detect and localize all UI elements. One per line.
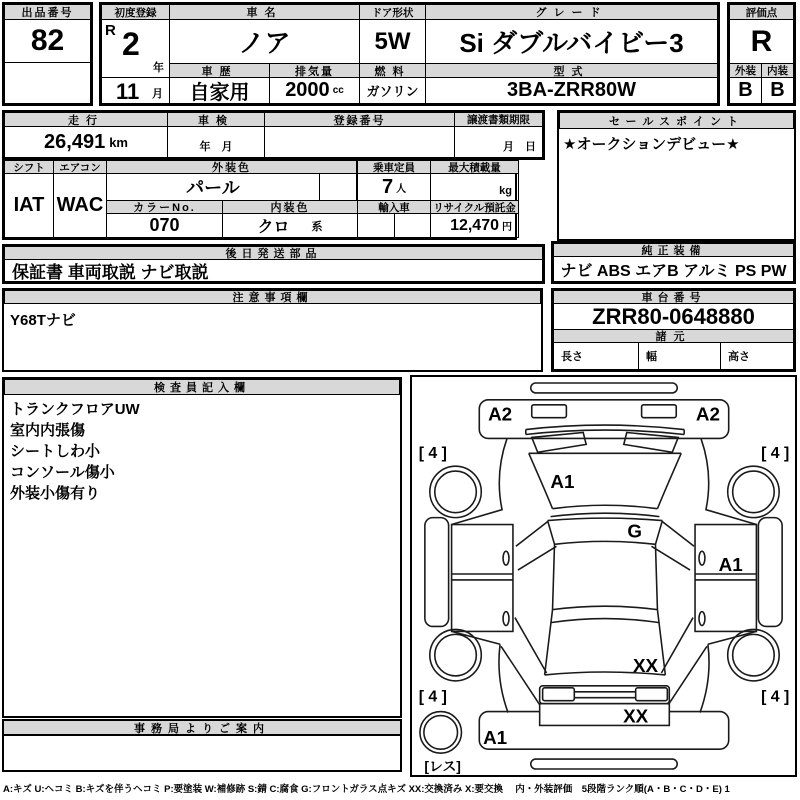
inspection-value: 年 月 bbox=[167, 126, 265, 158]
wheel-front-left-inner bbox=[435, 471, 477, 513]
inspector-note-line: コンソール傷小 bbox=[10, 464, 115, 481]
parts-value: 保証書 車両取説 ナビ取説 bbox=[4, 259, 543, 282]
capacity-unit: 人 bbox=[396, 183, 407, 195]
headlight-shapes bbox=[532, 432, 678, 452]
import-cell-1 bbox=[357, 213, 395, 238]
first-registration-year: 2 bbox=[122, 26, 140, 62]
inspection-header: 車検 bbox=[167, 112, 265, 127]
spec-length-cell: 長さ bbox=[553, 342, 639, 370]
parts-box bbox=[2, 244, 545, 284]
mark-hood: A1 bbox=[550, 470, 575, 492]
right-front-door-handle bbox=[699, 551, 705, 565]
office-header: 事務局よりご案内 bbox=[2, 719, 402, 736]
rear-gate-lines bbox=[574, 692, 635, 698]
interior-score-value: B bbox=[761, 77, 794, 104]
rear-lamp-right bbox=[636, 688, 668, 701]
shift-value: IAT bbox=[4, 173, 54, 238]
history-value: 自家用 bbox=[169, 77, 270, 104]
roof-shape bbox=[553, 544, 658, 609]
equipment-value: ナビ ABS エアB アルミ PS PW bbox=[553, 256, 794, 282]
lot-number-empty-cell bbox=[4, 62, 91, 104]
mark-spare-tire: [レス] bbox=[424, 757, 461, 774]
max-load-header: 最大積載量 bbox=[430, 160, 519, 174]
front-bumper-shape bbox=[479, 400, 728, 439]
exterior-score-header: 外装 bbox=[729, 63, 762, 78]
score-value: R bbox=[729, 19, 794, 64]
registration-number-value bbox=[264, 126, 455, 158]
mark-front-bumper-right: A2 bbox=[695, 403, 720, 425]
mark-windshield: G bbox=[627, 520, 642, 542]
roof-rear-strip bbox=[531, 759, 677, 769]
inspector-note-line: シートしわ小 bbox=[10, 443, 101, 460]
month-suffix: 月 bbox=[152, 88, 163, 100]
first-registration-month: 11 bbox=[116, 79, 140, 104]
office-content-box bbox=[2, 734, 402, 772]
displacement-unit: cc bbox=[332, 85, 344, 96]
wheel-rear-right bbox=[728, 629, 779, 680]
score-box bbox=[727, 2, 796, 106]
inspector-header: 検査員記入欄 bbox=[4, 379, 400, 395]
color-no-header: カラーNo. bbox=[106, 200, 223, 214]
wheel-front-right-inner bbox=[733, 471, 775, 513]
import-header: 輸入車 bbox=[357, 200, 431, 214]
interior-color-suffix: 系 bbox=[311, 220, 323, 233]
mileage-number: 26,491 bbox=[44, 130, 106, 153]
inspector-note-line: 外装小傷有り bbox=[10, 485, 101, 502]
left-sill bbox=[425, 518, 449, 627]
left-rear-door-handle bbox=[503, 612, 509, 626]
wheel-front-left bbox=[430, 466, 481, 517]
inspector-box bbox=[2, 377, 402, 718]
import-cell-2 bbox=[394, 213, 431, 238]
color-no-value: 070 bbox=[106, 213, 223, 238]
mileage-value bbox=[4, 126, 168, 158]
parts-header: 後日発送部品 bbox=[4, 246, 543, 260]
mark-rear-gate: XX bbox=[623, 705, 649, 727]
specs-header: 諸元 bbox=[553, 329, 794, 343]
rear-lamp-left bbox=[543, 688, 575, 701]
color-spec-table bbox=[2, 158, 517, 240]
car-name-header: 車名 bbox=[169, 4, 360, 20]
interior-score-header: 内装 bbox=[761, 63, 794, 78]
notes-box bbox=[2, 288, 543, 372]
sales-point-text: ★オークションデビュー★ bbox=[563, 136, 740, 153]
registration-number-header: 登録番号 bbox=[264, 112, 455, 127]
front-bumper-detail-left bbox=[532, 405, 567, 418]
mark-tire-front-left: [ 4 ] bbox=[418, 445, 447, 463]
capacity-header: 乗車定員 bbox=[357, 160, 431, 174]
capacity-value bbox=[357, 173, 431, 201]
right-front-fender-lines bbox=[651, 438, 756, 570]
recycle-amount: 12,470 bbox=[450, 216, 499, 234]
recycle-value bbox=[430, 213, 519, 238]
fuel-value: ガソリン bbox=[359, 77, 426, 104]
history-header: 車歴 bbox=[169, 63, 270, 78]
shift-header: シフト bbox=[4, 160, 54, 174]
inspector-note-line: 室内内張傷 bbox=[10, 422, 86, 439]
legend-text: A:キズ U:ヘコミ B:キズを伴うヘコミ P:要塗装 W:補修跡 S:錆 C:腐食 G:フロントガラス点キズ XX:交換済み X:要交換 内・外装評価 5段階ランク順(A・B・C・D・E) 1 bbox=[3, 784, 730, 795]
sales-point-header: セールスポイント bbox=[559, 112, 794, 129]
exterior-color-extra-cell bbox=[319, 173, 357, 201]
mark-tire-front-right: [ 4 ] bbox=[761, 445, 790, 463]
model-code-value: 3BA-ZRR80W bbox=[425, 77, 718, 104]
left-front-fender-lines bbox=[452, 438, 557, 570]
car-damage-diagram bbox=[412, 377, 795, 775]
inspector-note-line: トランクフロアUW bbox=[10, 401, 140, 418]
wheel-rear-left bbox=[430, 629, 481, 680]
chassis-specs-box bbox=[551, 288, 796, 372]
wheel-rear-left-inner bbox=[435, 634, 477, 676]
front-cowl-band bbox=[526, 425, 684, 434]
notes-text: Y68Tナビ bbox=[10, 312, 76, 329]
mark-front-bumper-left: A2 bbox=[488, 403, 513, 425]
score-header: 評価点 bbox=[729, 4, 794, 20]
car-name-value: ノア bbox=[169, 19, 360, 64]
mileage-row bbox=[2, 110, 545, 160]
spare-tire bbox=[420, 712, 462, 754]
equipment-header: 純正装備 bbox=[553, 243, 794, 257]
equipment-box bbox=[551, 241, 796, 284]
displacement-value bbox=[269, 77, 360, 104]
grade-header: グレード bbox=[425, 4, 718, 20]
mark-rear-window: XX bbox=[633, 654, 659, 676]
recycle-header: リサイクル預託金 bbox=[430, 200, 519, 214]
mark-rear-bumper: A1 bbox=[483, 727, 508, 749]
spare-tire-inner bbox=[424, 716, 458, 750]
transfer-deadline-header: 譲渡書類期限 bbox=[454, 112, 543, 127]
rear-gate-lower-panel bbox=[540, 704, 670, 726]
wheel-rear-right-inner bbox=[733, 634, 775, 676]
recycle-unit: 円 bbox=[502, 222, 512, 233]
exterior-score-value: B bbox=[729, 77, 762, 104]
grade-value: Si ダブルバイビー3 bbox=[425, 19, 718, 64]
mark-tire-rear-left: [ 4 ] bbox=[418, 688, 447, 706]
chassis-header: 車台番号 bbox=[553, 290, 794, 304]
interior-color-value bbox=[222, 213, 358, 238]
max-load-value: kg bbox=[430, 173, 519, 201]
mark-tire-rear-right: [ 4 ] bbox=[761, 688, 790, 706]
spec-width-cell: 幅 bbox=[638, 342, 721, 370]
fuel-header: 燃料 bbox=[359, 63, 426, 78]
front-bumper-detail-right bbox=[642, 405, 677, 418]
lot-number-box bbox=[2, 2, 93, 106]
displacement-header: 排気量 bbox=[269, 63, 360, 78]
aircon-header: エアコン bbox=[53, 160, 107, 174]
first-registration-header: 初度登録 bbox=[101, 4, 170, 20]
diagram-box bbox=[410, 375, 797, 777]
model-code-header: 型式 bbox=[425, 63, 718, 78]
roof-front-strip bbox=[531, 383, 677, 393]
sales-point-box bbox=[557, 110, 796, 241]
wheel-front-right bbox=[728, 466, 779, 517]
displacement-number: 2000 bbox=[285, 79, 330, 101]
capacity-number: 7 bbox=[381, 175, 394, 198]
exterior-color-header: 外装色 bbox=[106, 160, 357, 174]
lot-number-value: 82 bbox=[4, 19, 91, 63]
transfer-deadline-value: 月 日 bbox=[454, 126, 543, 158]
inspector-notes bbox=[10, 399, 398, 504]
vehicle-info-table bbox=[99, 2, 720, 106]
exterior-color-value: パール bbox=[106, 173, 320, 201]
interior-color-header: 内装色 bbox=[222, 200, 358, 214]
interior-color-name: クロ bbox=[257, 219, 290, 236]
right-sill bbox=[758, 518, 782, 627]
windshield-shape bbox=[548, 518, 663, 544]
door-shape-header: ドア形状 bbox=[359, 4, 426, 20]
aircon-value: WAC bbox=[53, 173, 107, 238]
spec-height-cell: 高さ bbox=[720, 342, 794, 370]
year-suffix: 年 bbox=[153, 62, 164, 74]
mileage-unit: km bbox=[109, 134, 128, 150]
chassis-value: ZRR80-0648880 bbox=[553, 303, 794, 330]
door-shape-value: 5W bbox=[359, 19, 426, 64]
lot-number-header: 出品番号 bbox=[4, 4, 91, 20]
mileage-header: 走行 bbox=[4, 112, 168, 127]
first-registration-cell bbox=[101, 19, 170, 78]
mark-right-door: A1 bbox=[718, 554, 743, 576]
first-registration-month-cell bbox=[101, 77, 170, 104]
left-door-split bbox=[452, 574, 513, 580]
left-front-door-handle bbox=[503, 551, 509, 565]
notes-header: 注意事項欄 bbox=[4, 290, 541, 304]
era-code: R bbox=[105, 22, 116, 39]
right-rear-door-handle bbox=[699, 612, 705, 626]
